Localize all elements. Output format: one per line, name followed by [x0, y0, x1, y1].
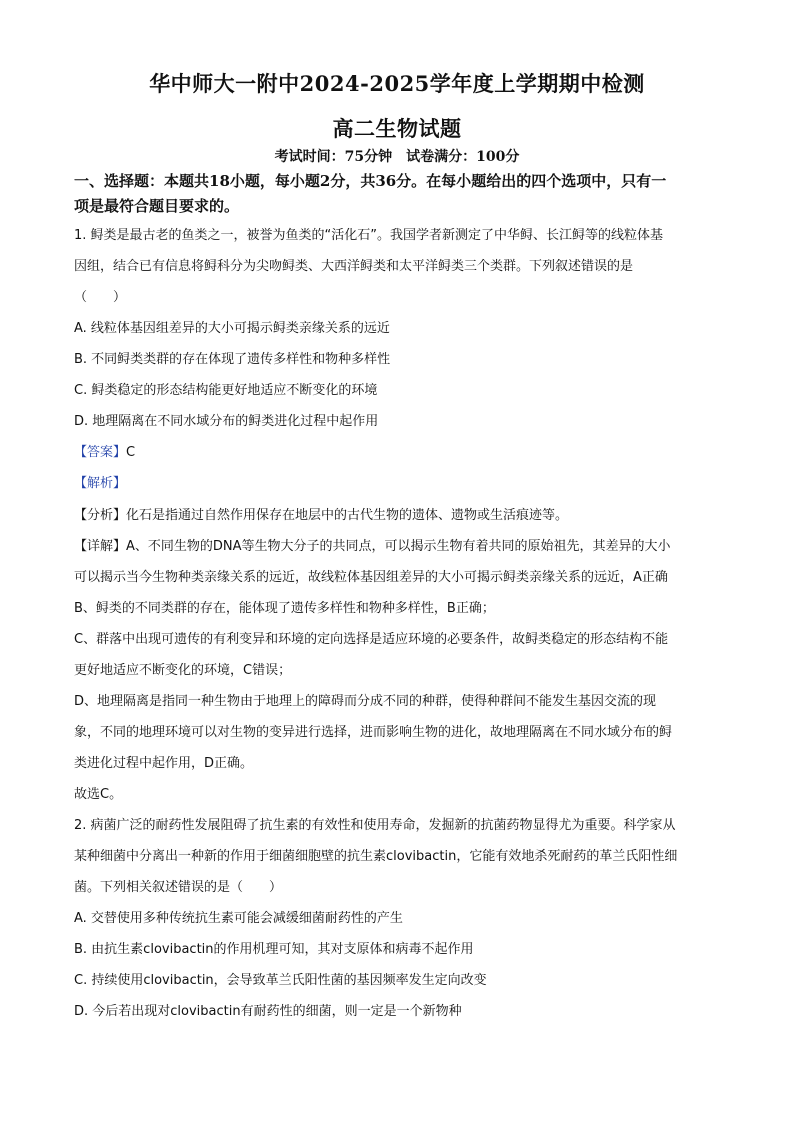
q1-xiangjie-line7: 象，不同的地理环境可以对生物的变异进行选择，进而影响生物的进化，故地理隔离在不同水域分布的鲟 [74, 725, 673, 740]
section-heading-line2: 项是最符合题目要求的。 [74, 197, 240, 215]
q1-xiangjie-line1 [74, 537, 724, 557]
q2-stem-line2: 某种细菌中分离出一种新的作用于细菌细胞壁的抗生素clovibactin，它能有效地杀死耐药的革兰氏阳性细 [74, 849, 678, 864]
q1-stem-line2: 因组，结合已有信息将鲟科分为尖吻鲟类、大西洋鲟类和太平洋鲟类三个类群。下列叙述错误的是 [74, 259, 634, 274]
q2-stem-line1: 2. 病菌广泛的耐药性发展阻碍了抗生素的有效性和使用寿命，发掘新的抗菌药物显得尤为重要。科学家从 [74, 818, 676, 833]
q1-stem-line3: （ ） [74, 290, 127, 305]
xiangjie-text: A、不同生物的DNA等生物大分子的共同点，可以揭示生物有着共同的原始祖先，其差异的大小 [126, 539, 671, 554]
xiangjie-label: 【详解】 [74, 539, 127, 554]
q1-stem-line1: 1. 鲟类是最古老的鱼类之一，被誉为鱼类的“活化石”。我国学者新测定了中华鲟、长江鲟等的线粒体基 [74, 228, 664, 243]
answer-value: C [126, 445, 136, 460]
page-title: 华中师大一附中2024-2025学年度上学期期中检测 [149, 71, 645, 96]
q2-stem-line3: 菌。下列相关叙述错误的是（ ） [74, 880, 283, 895]
q2-option-c: C. 持续使用clovibactin，会导致革兰氏阳性菌的基因频率发生定向改变 [74, 973, 487, 988]
q1-option-b: B. 不同鲟类类群的存在体现了遗传多样性和物种多样性 [74, 352, 391, 367]
exam-meta: 考试时间：75分钟 试卷满分：100分 [274, 149, 520, 165]
q1-answer [74, 443, 724, 463]
q1-xiangjie-line8: 类进化过程中起作用，D正确。 [74, 756, 254, 771]
q2-option-d: D. 今后若出现对clovibactin有耐药性的细菌，则一定是一个新物种 [74, 1004, 462, 1019]
q1-xiangjie-line6: D、地理隔离是指同一种生物由于地理上的障碍而分成不同的种群，使得种群间不能发生基因交流的现 [74, 694, 657, 709]
section-heading-line1: 一、选择题：本题共18小题，每小题2分，共36分。在每小题给出的四个选项中，只有一 [74, 172, 667, 190]
q1-option-a: A. 线粒体基因组差异的大小可揭示鲟类亲缘关系的远近 [74, 321, 390, 336]
analysis-label: 【解析】 [74, 476, 127, 491]
q2-option-b: B. 由抗生素clovibactin的作用机理可知，其对支原体和病毒不起作用 [74, 942, 474, 957]
q1-conclusion: 故选C。 [74, 787, 123, 802]
q1-option-c: C. 鲟类稳定的形态结构能更好地适应不断变化的环境 [74, 383, 378, 398]
q1-xiangjie-line2: 可以揭示当今生物种类亲缘关系的远近，故线粒体基因组差异的大小可揭示鲟类亲缘关系的远近，A正确 [74, 570, 668, 585]
q1-fenxi [74, 506, 724, 526]
answer-label: 【答案】 [74, 445, 127, 460]
q1-xiangjie-line5: 更好地适应不断变化的环境，C错误； [74, 663, 292, 678]
fenxi-label: 【分析】 [74, 508, 127, 523]
q2-option-a: A. 交替使用多种传统抗生素可能会减缓细菌耐药性的产生 [74, 911, 403, 926]
page-subtitle: 高二生物试题 [332, 116, 462, 141]
q1-xiangjie-line3: B、鲟类的不同类群的存在，能体现了遗传多样性和物种多样性，B正确； [74, 601, 495, 616]
q1-option-d: D. 地理隔离在不同水域分布的鲟类进化过程中起作用 [74, 414, 379, 429]
q1-xiangjie-line4: C、群落中出现可遗传的有利变异和环境的定向选择是适应环境的必要条件，故鲟类稳定的形态结构不能 [74, 632, 669, 647]
fenxi-text: 化石是指通过自然作用保存在地层中的古代生物的遗体、遗物或生活痕迹等。 [126, 508, 569, 523]
q1-analysis-label [74, 474, 724, 494]
